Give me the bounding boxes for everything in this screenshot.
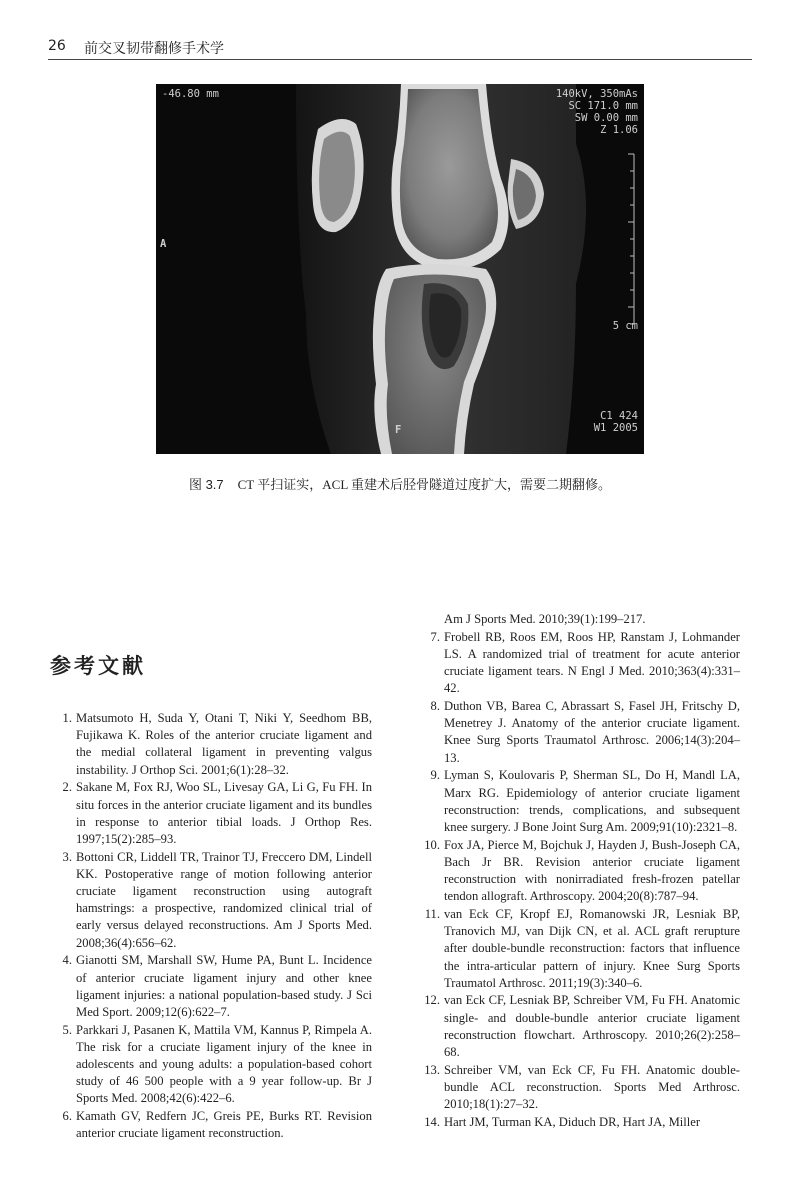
reference-item (56, 710, 372, 779)
reference-text: Matsumoto H, Suda Y, Otani T, Niki Y, Seedhom BB, Fujikawa K. Roles of the anterior cruciate ligament and the medial collateral ligament in preventing valgus instability. J Orthop Sci. 2001;6(1):28–32. (76, 711, 372, 777)
reference-text: Bottoni CR, Liddell TR, Trainor TJ, Freccero DM, Lindell KK. Postoperative range of motion following anterior cruciate ligament reconstruction using autograft hamstrings: a prospective, randomized clinical trial of early versus delayed reconstructions. Am J Sports Med. 2008;36(4):656–62. (76, 849, 372, 950)
reference-number: 3. (62, 849, 72, 864)
reference-number: 2. (62, 780, 72, 795)
reference-text: Kamath GV, Redfern JC, Greis PE, Burks RT. Revision anterior cruciate ligament reconstruction. (76, 1109, 372, 1141)
reference-text: Lyman S, Koulovaris P, Sherman SL, Do H, Mandl LA, Marx RG. Epidemiology of anterior cruciate ligament reconstruction: trends, complications, and subsequent knee surgery. J Bone Joint Surg Am. 2009;91(10):2321–8. (444, 768, 740, 834)
overlay-width: W1 2005 (593, 422, 638, 434)
reference-number: 6. (62, 1109, 72, 1124)
reference-number: 9. (430, 768, 440, 783)
reference-item (56, 1108, 372, 1142)
reference-number: 4. (62, 953, 72, 968)
ct-scan-drawing (156, 84, 644, 454)
overlay-center: C1 424 (600, 410, 638, 422)
page-number: 26 (48, 38, 66, 54)
reference-item (424, 698, 740, 767)
reference-item (424, 629, 740, 698)
reference-item (56, 779, 372, 848)
figure-number: 图 3.7 (188, 477, 224, 492)
reference-number: 5. (62, 1022, 72, 1037)
reference-text: Parkkari J, Pasanen K, Mattila VM, Kannus P, Rimpela A. The risk for a cruciate ligament injury of the knee in adolescents and young adults: a population-based cohort study of 46 500 people with a 9 year follow-up. Br J Sports Med. 2008;42(6):422–6. (76, 1022, 372, 1106)
reference-number: 10. (424, 837, 440, 852)
ct-scan-image (156, 84, 644, 454)
reference-continuation: Am J Sports Med. 2010;39(1):199–217. (444, 612, 646, 626)
reference-text: Schreiber VM, van Eck CF, Fu FH. Anatomic double-bundle ACL reconstruction. Sports Med Arthrosc. 2010;18(1):27–32. (444, 1062, 740, 1112)
section-title: 参考文献 (50, 653, 146, 678)
running-header (48, 36, 752, 60)
reference-item (424, 906, 740, 992)
reference-item (424, 767, 740, 836)
reference-number: 12. (424, 993, 440, 1008)
overlay-foot-label: F (395, 424, 402, 436)
caption-text: CT 平扫证实，ACL 重建术后胫骨隧道过度扩大，需要二期翻修。 (237, 477, 612, 492)
overlay-slice-position: -46.80 mm (162, 88, 219, 100)
overlay-scan-params (556, 88, 638, 136)
book-title: 前交叉韧带翻修手术学 (84, 41, 224, 57)
references-left-column (56, 710, 372, 1143)
reference-text: van Eck CF, Lesniak BP, Schreiber VM, Fu FH. Anatomic single- and double-bundle anterior cruciate ligament reconstruction flowchart. Arthroscopy. 2010;26(2):258–68. (444, 993, 740, 1060)
reference-item (56, 1022, 372, 1108)
figure-caption (0, 474, 800, 493)
reference-number: 8. (430, 699, 440, 714)
scale-ticks (628, 154, 634, 324)
reference-number: 7. (430, 629, 440, 644)
reference-text: Gianotti SM, Marshall SW, Hume PA, Bunt L. Incidence of anterior cruciate ligament injury and other knee ligament injuries: a national population-based study. J Sci Med Sport. 2009;12(6):622–7. (76, 953, 372, 1019)
reference-item (424, 1062, 740, 1114)
reference-number: 14. (424, 1114, 440, 1129)
reference-text: Sakane M, Fox RJ, Woo SL, Livesay GA, Li G, Fu FH. In situ forces in the anterior cruciate ligament and its bundles in response to anterior tibial loads. J Orthop Res. 1997;15(2):285–93. (76, 780, 372, 846)
reference-item (424, 1114, 740, 1131)
reference-item (56, 849, 372, 952)
overlay-sw: SW 0.00 mm (574, 112, 638, 124)
reference-number: 1. (62, 711, 72, 725)
overlay-anterior-label: A (160, 238, 167, 250)
reference-text: Frobell RB, Roos EM, Roos HP, Ranstam J, Lohmander LS. A randomized trial of treatment for acute anterior cruciate ligament tears. N Engl J Med. 2010;363(4):331–42. (444, 629, 740, 696)
header-rule (48, 59, 752, 60)
reference-number: 11. (424, 906, 440, 921)
overlay-scale-label: 5 cm (612, 320, 638, 332)
reference-item (424, 992, 740, 1061)
overlay-zoom: Z 1.06 (600, 124, 638, 136)
reference-text: van Eck CF, Kropf EJ, Romanowski JR, Lesniak BP, Tranovich MJ, van Dijk CN, et al. ACL graft rerupture after double-bundle reconstruction: factors that influence the intra-articular pattern of injury. Knee Surg Sports Traumatol Arthrosc. 2011;19(3):340–6. (444, 906, 740, 990)
reference-item (56, 952, 372, 1021)
overlay-kv: 140kV, 350mAs (555, 88, 638, 100)
overlay-window (594, 410, 638, 434)
reference-text: Duthon VB, Barea C, Abrassart S, Fasel JH, Fritschy D, Menetrey J. Anatomy of the anterior cruciate ligament. Knee Surg Sports Traumatol Arthrosc. 2006;14(3):204–13. (444, 699, 740, 765)
references-right-column (424, 611, 740, 1132)
reference-item (424, 837, 740, 906)
overlay-sc: SC 171.0 mm (568, 100, 638, 112)
reference-number: 13. (424, 1062, 440, 1077)
reference-text: Fox JA, Pierce M, Bojchuk J, Hayden J, Bush-Joseph CA, Bach Jr BR. Revision anterior cruciate ligament reconstruction with nonirradiated fresh-frozen patellar tendon allograft. Arthroscopy. 2004;20(8):787–94. (444, 837, 740, 904)
reference-text: Hart JM, Turman KA, Diduch DR, Hart JA, Miller (444, 1114, 701, 1129)
